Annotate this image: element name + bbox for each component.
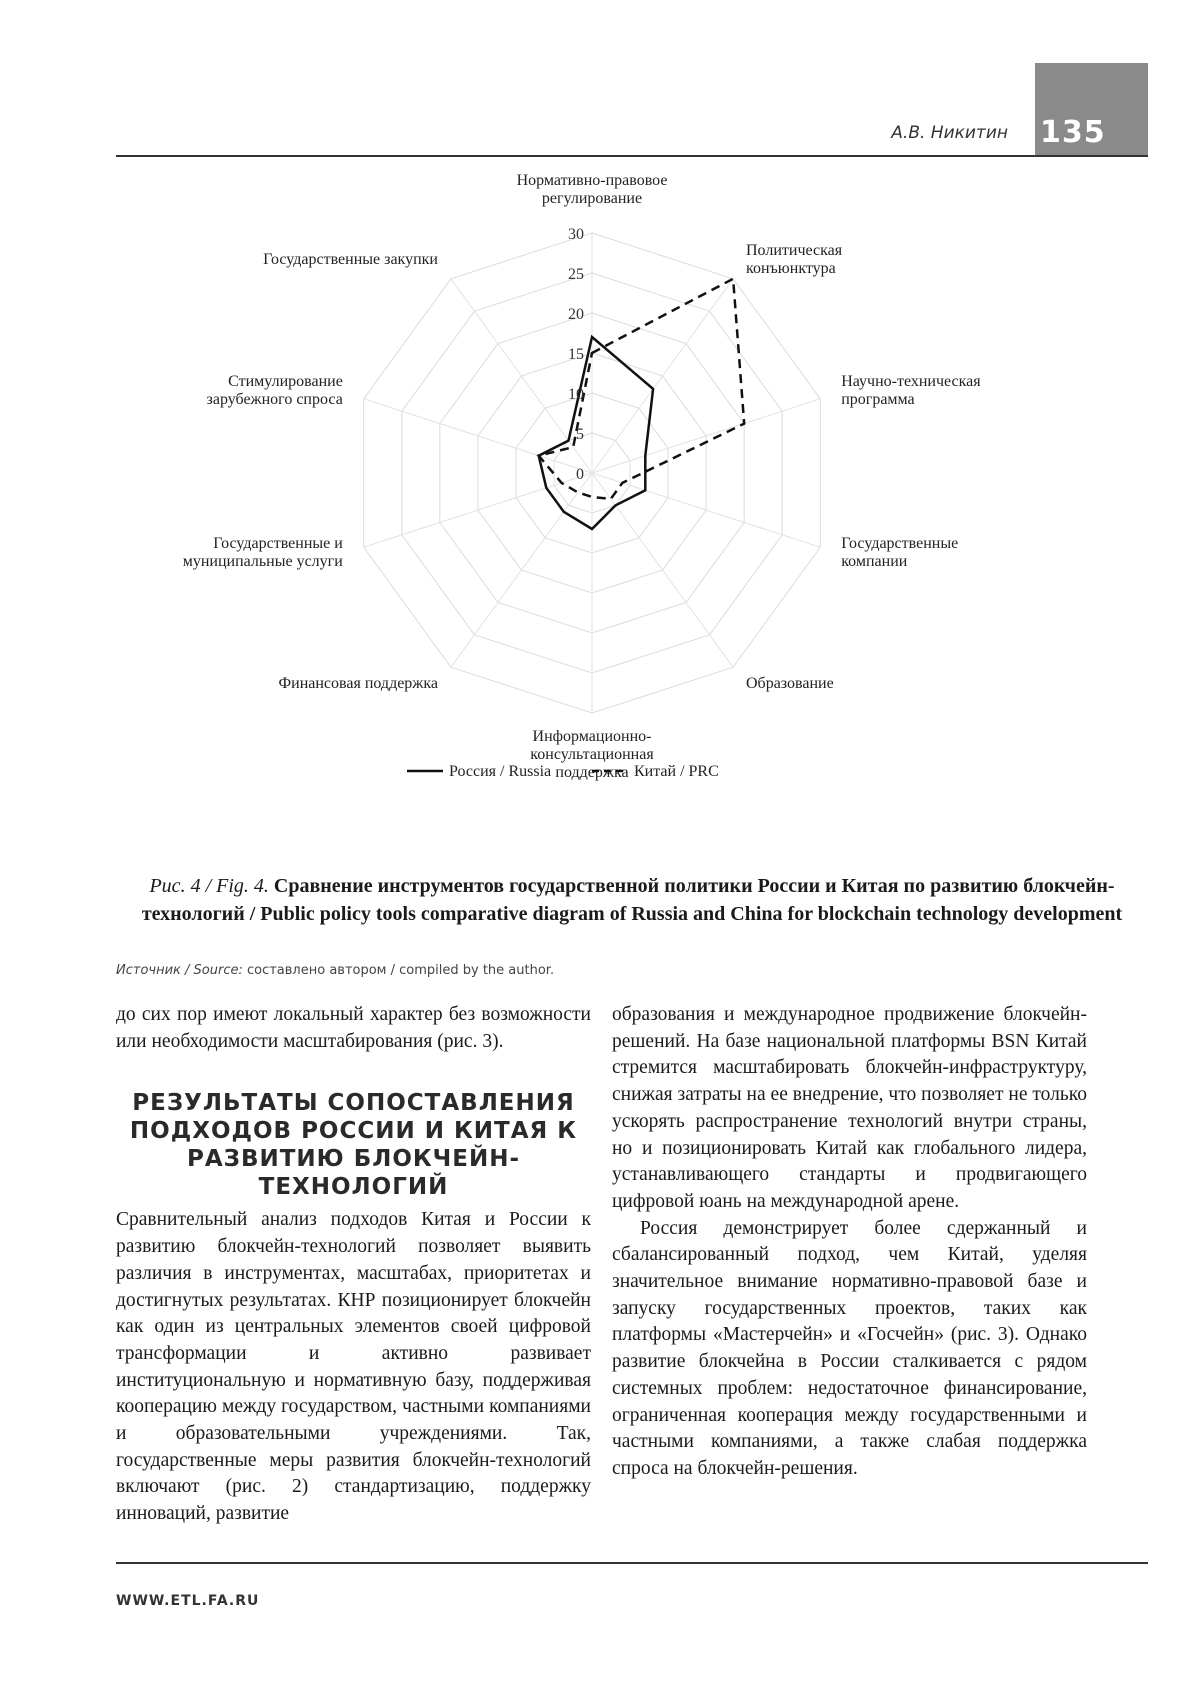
section-heading: РЕЗУЛЬТАТЫ СОПОСТАВЛЕНИЯ ПОДХОДОВ РОССИИ И КИТАЯ К РАЗВИТИЮ БЛОКЧЕЙН-ТЕХНОЛОГИЙ [129,1090,578,1201]
axis-label-5: Информационно-консультационная поддержка [530,728,654,781]
left-body-paragraph: Сравнительный анализ подходов Китая и России к развитию блокчейн-технологий позволяет выявить различия в инструментах, масштабах, приоритетах и достигнутых результатах. КНР позиционирует блокчейн как один из центральных элементов своей цифровой трансформации и активно развивает институциональную и нормативную базу, поддерживая кооперацию между государством, частными компаниями и образовательными учреждениями. Так, государственные меры развития блокчейн-технологий включают (рис. 2) стандартизацию, поддержку инноваций, развитие [116,1209,591,1525]
header-rule [116,155,1148,157]
left-column [116,1002,591,1528]
legend-label-russia: Россия / Russia [449,763,552,780]
radar-ticks [568,226,584,483]
axis-label-9: Государственные закупки [263,251,438,268]
running-head-author: А.В. Никитин [891,123,1008,143]
left-intro-paragraph: до сих пор имеют локальный характер без возможности или необходимости масштабирования (рис. 3). [116,1004,591,1052]
tick-label-0: 0 [576,466,584,483]
tick-label-25: 25 [568,266,584,283]
tick-label-20: 20 [568,306,584,323]
legend-label-china: Китай / PRC [634,763,719,780]
right-paragraph-1: образования и международное продвижение блокчейн-решений. На базе национальной платформы BSN Китай стремится масштабировать блокчейн-инфраструктуру, снижая затраты на ее внедрение, что позволяет не только ускорять распространение технологий внутри страны, но и позиционировать Китай как глобального лидера, устанавливающего стандарты и продвигающего цифровой юань на международной арене. [612,1004,1087,1212]
tick-label-5: 5 [576,426,584,443]
page-number: 135 [1040,115,1106,150]
caption-prefix: Рис. 4 / Fig. 4. [149,875,269,897]
axis-label-6: Финансовая поддержка [278,675,438,692]
axis-label-1: Политическая конъюнктура [746,242,843,277]
tick-label-10: 10 [568,386,584,403]
source-text: составлено автором / compiled by the author. [246,963,555,978]
series-line-russia [539,337,653,529]
spoke-6 [451,473,592,667]
axis-label-7: Государственные и муниципальные услуги [182,535,343,570]
footer-url: WWW.ETL.FA.RU [116,1593,260,1609]
axis-label-3: Государственные компании [841,535,959,570]
axis-label-4: Образование [746,675,834,692]
axis-label-0: Нормативно-правовое регулирование [516,172,668,207]
spoke-1 [592,279,733,473]
caption-text: Сравнение инструментов государственной политики России и Китая по развитию блокчейн-технологий / Public policy tools comparative diagram of Russia and China for blockchain technology development [141,875,1123,925]
right-paragraph-2: Россия демонстрирует более сдержанный и сбалансированный подход, чем Китай, уделяя значительное внимание нормативно-правовой базе и запуску государственных проектов, таких как платформы «Мастерчейн» и «Госчейн» (рис. 3). Однако развитие блокчейна в России сталкивается с рядом системных проблем: недостаточное финансирование, ограниченная кооперация между государственными и частными компаниями, а также слабая поддержка спроса на блокчейн-решения. [612,1217,1087,1479]
tick-label-15: 15 [568,346,584,363]
right-column [612,1002,1087,1483]
radar-chart [160,172,1040,860]
spoke-4 [592,473,733,667]
tick-label-30: 30 [568,226,584,243]
footer-rule [116,1562,1148,1564]
figure-source [116,963,554,978]
axis-label-2: Научно-техническая программа [841,373,981,408]
source-label: Источник / Source: [116,963,243,978]
figure-caption [116,872,1148,928]
axis-label-8: Стимулирование зарубежного спроса [206,373,343,408]
